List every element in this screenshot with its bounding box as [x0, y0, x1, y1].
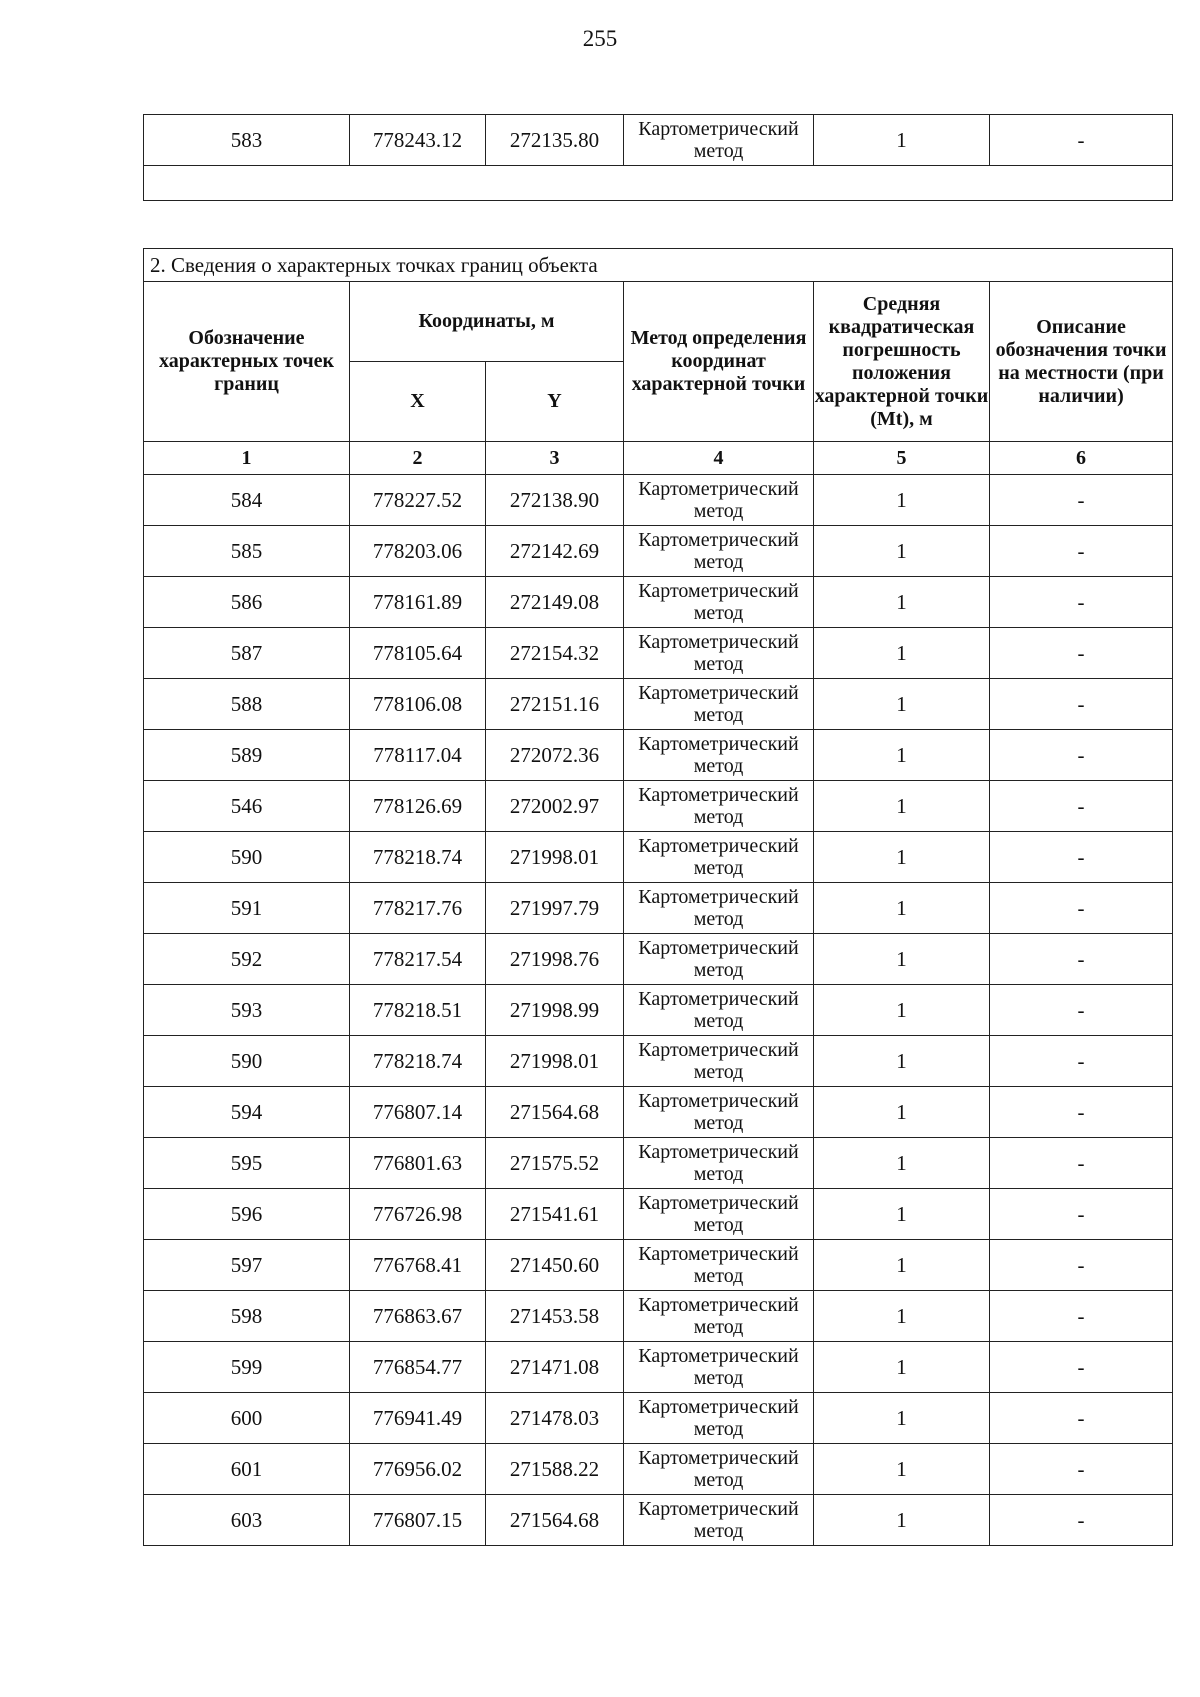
point-id: 546 [144, 781, 350, 832]
method: Картометрический метод [624, 526, 814, 577]
table-row [144, 115, 1173, 166]
method: Картометрический метод [624, 1240, 814, 1291]
method: Картометрический метод [624, 730, 814, 781]
mt: 1 [814, 832, 990, 883]
mt: 1 [814, 577, 990, 628]
method: Картометрический метод [624, 1189, 814, 1240]
coord-x: 778161.89 [350, 577, 486, 628]
header-coords: Координаты, м [350, 282, 624, 362]
table-row [144, 1087, 1173, 1138]
description: - [990, 577, 1173, 628]
mt: 1 [814, 1189, 990, 1240]
coord-y: 271541.61 [486, 1189, 624, 1240]
coord-y: 271998.99 [486, 985, 624, 1036]
coord-x: 776807.15 [350, 1495, 486, 1546]
description: - [990, 781, 1173, 832]
page-number: 255 [582, 26, 618, 51]
coord-x: 776863.67 [350, 1291, 486, 1342]
coord-x: 776768.41 [350, 1240, 486, 1291]
column-numbers-row [144, 442, 1173, 475]
empty-row [144, 166, 1173, 201]
table-row [144, 1495, 1173, 1546]
method: Картометрический метод [624, 577, 814, 628]
point-id: 598 [144, 1291, 350, 1342]
description: - [990, 679, 1173, 730]
method: Картометрический метод [624, 1495, 814, 1546]
mt: 1 [814, 1138, 990, 1189]
column-number: 4 [624, 442, 814, 475]
coord-y: 272002.97 [486, 781, 624, 832]
mt: 1 [814, 730, 990, 781]
header-y: Y [486, 362, 624, 442]
table-row [144, 679, 1173, 730]
coord-y: 271453.58 [486, 1291, 624, 1342]
point-id: 589 [144, 730, 350, 781]
mt: 1 [814, 1393, 990, 1444]
coord-x: 776801.63 [350, 1138, 486, 1189]
description: - [990, 1291, 1173, 1342]
method: Картометрический метод [624, 1036, 814, 1087]
description: - [990, 1036, 1173, 1087]
point-id: 603 [144, 1495, 350, 1546]
column-number: 6 [990, 442, 1173, 475]
method: Картометрический метод [624, 1087, 814, 1138]
description: - [990, 730, 1173, 781]
mt: 1 [814, 985, 990, 1036]
description: - [990, 1087, 1173, 1138]
coord-y: 271998.01 [486, 1036, 624, 1087]
description: - [990, 1393, 1173, 1444]
coord-x: 778106.08 [350, 679, 486, 730]
table-row [144, 1138, 1173, 1189]
method: Картометрический метод [624, 1138, 814, 1189]
table-row [144, 1342, 1173, 1393]
header-x: X [350, 362, 486, 442]
coord-x: 778217.76 [350, 883, 486, 934]
coord-y: 271478.03 [486, 1393, 624, 1444]
method: Картометрический метод [624, 781, 814, 832]
table-row [144, 1189, 1173, 1240]
coord-y: 271998.76 [486, 934, 624, 985]
table-row [144, 781, 1173, 832]
table-row [144, 1240, 1173, 1291]
table-row [144, 985, 1173, 1036]
mt: 1 [814, 934, 990, 985]
method: Картометрический метод [624, 1291, 814, 1342]
point-id: 591 [144, 883, 350, 934]
coord-x: 778218.51 [350, 985, 486, 1036]
point-id: 592 [144, 934, 350, 985]
table-row [144, 1291, 1173, 1342]
point-id: 586 [144, 577, 350, 628]
coord-x: 776854.77 [350, 1342, 486, 1393]
point-id: 600 [144, 1393, 350, 1444]
coord-x: 776941.49 [350, 1393, 486, 1444]
method: Картометрический метод [624, 934, 814, 985]
point-id: 594 [144, 1087, 350, 1138]
point-id: 595 [144, 1138, 350, 1189]
description: - [990, 1495, 1173, 1546]
mt: 1 [814, 781, 990, 832]
coord-y: 272135.80 [486, 115, 624, 166]
method: Картометрический метод [624, 883, 814, 934]
method: Картометрический метод [624, 1444, 814, 1495]
continuation-table [143, 114, 1173, 201]
mt: 1 [814, 628, 990, 679]
column-number: 3 [486, 442, 624, 475]
table-row [144, 1036, 1173, 1087]
description: - [990, 628, 1173, 679]
coord-y: 271564.68 [486, 1087, 624, 1138]
coord-x: 776726.98 [350, 1189, 486, 1240]
method: Картометрический метод [624, 115, 814, 166]
mt: 1 [814, 883, 990, 934]
header-mt: Средняя квадратическая погрешность положения характерной точки (Mt), м [814, 282, 990, 442]
coord-x: 778218.74 [350, 832, 486, 883]
description: - [990, 1138, 1173, 1189]
coord-y: 271575.52 [486, 1138, 624, 1189]
mt: 1 [814, 526, 990, 577]
point-id: 596 [144, 1189, 350, 1240]
header-method: Метод определения координат характерной точки [624, 282, 814, 442]
section-title: 2. Сведения о характерных точках границ объекта [144, 249, 1173, 282]
method: Картометрический метод [624, 1393, 814, 1444]
point-id: 599 [144, 1342, 350, 1393]
description: - [990, 526, 1173, 577]
coord-x: 778105.64 [350, 628, 486, 679]
mt: 1 [814, 1240, 990, 1291]
coord-x: 778217.54 [350, 934, 486, 985]
point-id: 585 [144, 526, 350, 577]
description: - [990, 475, 1173, 526]
coord-x: 776807.14 [350, 1087, 486, 1138]
point-id: 590 [144, 1036, 350, 1087]
coord-x: 778227.52 [350, 475, 486, 526]
mt: 1 [814, 1342, 990, 1393]
description: - [990, 1240, 1173, 1291]
method: Картометрический метод [624, 475, 814, 526]
coord-y: 271998.01 [486, 832, 624, 883]
description: - [990, 832, 1173, 883]
table-row [144, 883, 1173, 934]
table-row [144, 475, 1173, 526]
column-number: 5 [814, 442, 990, 475]
coord-y: 271564.68 [486, 1495, 624, 1546]
method: Картометрический метод [624, 832, 814, 883]
column-number: 2 [350, 442, 486, 475]
point-id: 588 [144, 679, 350, 730]
table-row [144, 577, 1173, 628]
coord-y: 272072.36 [486, 730, 624, 781]
coord-x: 778218.74 [350, 1036, 486, 1087]
column-number: 1 [144, 442, 350, 475]
table-row [144, 730, 1173, 781]
coord-y: 271588.22 [486, 1444, 624, 1495]
point-id: 583 [144, 115, 350, 166]
point-id: 593 [144, 985, 350, 1036]
coord-x: 778243.12 [350, 115, 486, 166]
coord-x: 778203.06 [350, 526, 486, 577]
mt: 1 [814, 115, 990, 166]
description: - [990, 883, 1173, 934]
description: - [990, 1189, 1173, 1240]
point-id: 597 [144, 1240, 350, 1291]
coord-y: 272142.69 [486, 526, 624, 577]
description: - [990, 1444, 1173, 1495]
table-row [144, 526, 1173, 577]
points-table [143, 248, 1173, 1546]
mt: 1 [814, 1036, 990, 1087]
header-designation: Обозначение характерных точек границ [144, 282, 350, 442]
point-id: 601 [144, 1444, 350, 1495]
point-id: 584 [144, 475, 350, 526]
coord-y: 271997.79 [486, 883, 624, 934]
description: - [990, 934, 1173, 985]
point-id: 587 [144, 628, 350, 679]
coord-x: 778126.69 [350, 781, 486, 832]
coord-y: 272149.08 [486, 577, 624, 628]
coord-x: 776956.02 [350, 1444, 486, 1495]
mt: 1 [814, 1087, 990, 1138]
method: Картометрический метод [624, 628, 814, 679]
table-row [144, 934, 1173, 985]
coord-x: 778117.04 [350, 730, 486, 781]
table-row [144, 1444, 1173, 1495]
point-id: 590 [144, 832, 350, 883]
description: - [990, 115, 1173, 166]
description: - [990, 985, 1173, 1036]
coord-y: 271471.08 [486, 1342, 624, 1393]
table-row [144, 628, 1173, 679]
mt: 1 [814, 475, 990, 526]
header-description: Описание обозначения точки на местности (при наличии) [990, 282, 1173, 442]
coord-y: 272154.32 [486, 628, 624, 679]
mt: 1 [814, 1444, 990, 1495]
method: Картометрический метод [624, 1342, 814, 1393]
method: Картометрический метод [624, 679, 814, 730]
method: Картометрический метод [624, 985, 814, 1036]
table-row [144, 832, 1173, 883]
mt: 1 [814, 679, 990, 730]
mt: 1 [814, 1495, 990, 1546]
coord-y: 272151.16 [486, 679, 624, 730]
coord-y: 272138.90 [486, 475, 624, 526]
coord-y: 271450.60 [486, 1240, 624, 1291]
mt: 1 [814, 1291, 990, 1342]
table-row [144, 1393, 1173, 1444]
description: - [990, 1342, 1173, 1393]
